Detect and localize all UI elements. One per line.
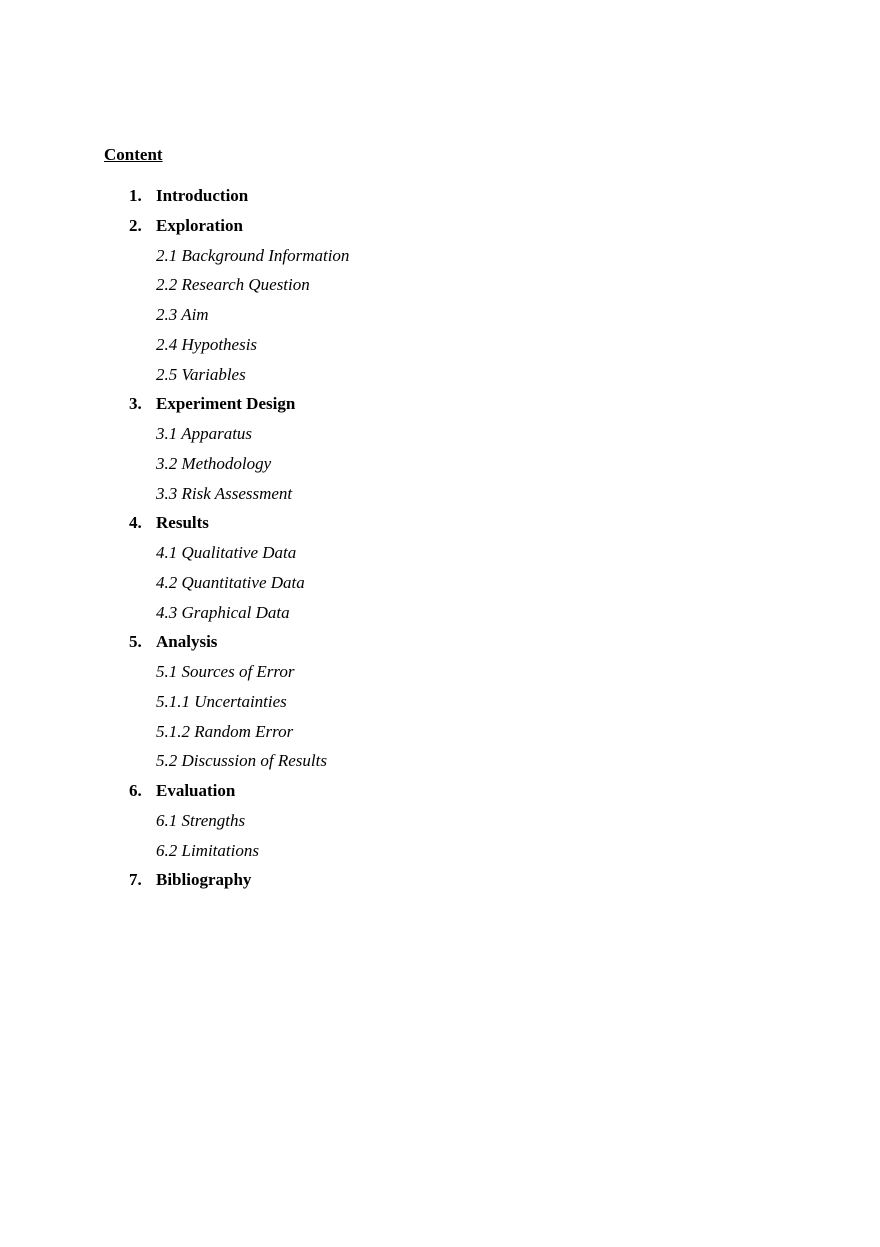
toc-section-3 [0, 393, 880, 423]
toc-section-title: Analysis [156, 632, 218, 652]
toc-subsection-title: 3.2 Methodology [156, 453, 272, 473]
toc-section-number: 7. [129, 870, 142, 890]
toc-subsection [0, 572, 880, 602]
toc-subsection [0, 810, 880, 840]
toc-section-1 [0, 185, 880, 215]
toc-section-number: 5. [129, 632, 142, 652]
toc-section-title: Evaluation [156, 781, 236, 800]
toc-section-number: 1. [129, 186, 142, 205]
toc-section-2 [0, 215, 880, 245]
toc-subsection [0, 453, 880, 483]
toc-section-7 [0, 869, 880, 899]
toc-subsection [0, 483, 880, 513]
toc-subsection [0, 334, 880, 364]
toc-subsection-title: 5.2 Discussion of Results [156, 751, 327, 771]
toc-section-title: Results [156, 513, 209, 533]
toc-section-number: 2. [129, 215, 142, 235]
toc-subsection [0, 274, 880, 304]
toc-subsection-title: 2.2 Research Question [156, 275, 310, 295]
toc-subsection [0, 840, 880, 870]
table-of-contents [0, 185, 880, 899]
toc-subsection [0, 304, 880, 334]
toc-subsection-title: 4.2 Quantitative Data [156, 572, 305, 592]
toc-subsection [0, 721, 880, 751]
toc-subsection [0, 542, 880, 572]
toc-section-title: Bibliography [156, 870, 252, 890]
toc-subsection-title: 3.1 Apparatus [156, 424, 253, 443]
toc-subsection [0, 602, 880, 632]
toc-section-5 [0, 631, 880, 661]
toc-section-title: Introduction [156, 186, 249, 205]
toc-subsection [0, 750, 880, 780]
toc-subsection-title: 2.3 Aim [156, 305, 209, 324]
toc-subsection-title: 6.1 Strengths [156, 810, 246, 830]
toc-subsection [0, 364, 880, 394]
toc-section-title: Experiment Design [156, 394, 296, 414]
toc-subsection [0, 423, 880, 453]
toc-subsection-title: 5.1 Sources of Error [156, 662, 295, 681]
toc-subsection [0, 661, 880, 691]
toc-subsection-title: 4.3 Graphical Data [156, 602, 290, 622]
toc-subsection-title: 3.3 Risk Assessment [156, 483, 293, 503]
toc-heading: Content [104, 145, 163, 164]
toc-subsection [0, 245, 880, 275]
toc-section-6 [0, 780, 880, 810]
toc-subsection-title: 4.1 Qualitative Data [156, 543, 297, 562]
toc-subsection-title: 2.5 Variables [156, 364, 246, 384]
toc-subsection [0, 691, 880, 721]
toc-section-number: 3. [129, 394, 142, 414]
toc-subsection-title: 2.4 Hypothesis [156, 334, 258, 354]
toc-subsection-title: 6.2 Limitations [156, 840, 259, 860]
toc-section-number: 6. [129, 781, 142, 800]
toc-subsection-title: 2.1 Background Information [156, 245, 350, 265]
toc-subsection-title: 5.1.2 Random Error [156, 721, 294, 741]
toc-section-title: Exploration [156, 215, 243, 235]
toc-subsection-title: 5.1.1 Uncertainties [156, 691, 287, 711]
toc-section-number: 4. [129, 513, 142, 533]
toc-section-4 [0, 512, 880, 542]
